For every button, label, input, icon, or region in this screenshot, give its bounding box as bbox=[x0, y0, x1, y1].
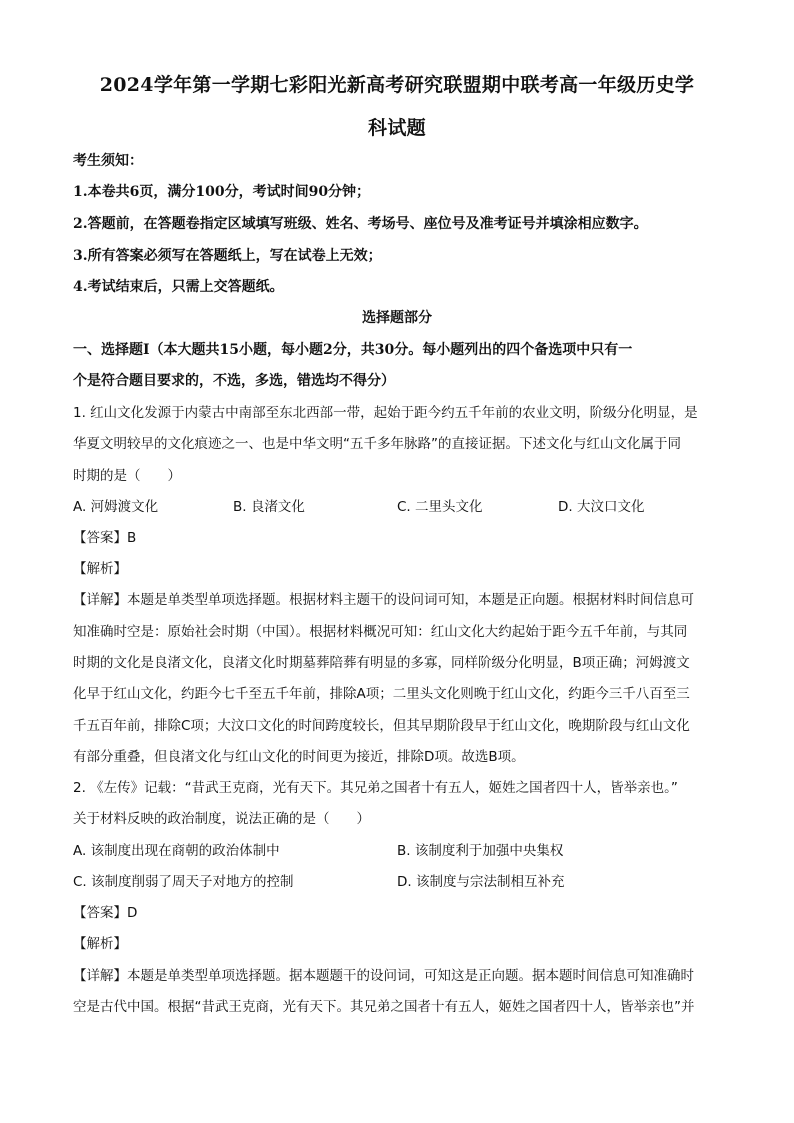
notice-item-1: 1.本卷共6页，满分100分，考试时间90分钟； bbox=[73, 184, 371, 200]
notice-item-2: 2.答题前，在答题卷指定区域填写班级、姓名、考场号、座位号及准考证号并填涂相应数字。 bbox=[73, 216, 648, 232]
q1-option-b: B. 良渚文化 bbox=[233, 499, 305, 515]
notice-item-4: 4.考试结束后，只需上交答题纸。 bbox=[73, 279, 284, 295]
q2-option-a: A. 该制度出现在商朝的政治体制中 bbox=[73, 843, 280, 859]
q2-option-b: B. 该制度利于加强中央集权 bbox=[397, 843, 564, 859]
q1-detail-line-1: 【详解】本题是单类型单项选择题。根据材料主题干的设问词可知，本题是正向题。根据材料时间信息可 bbox=[73, 592, 694, 608]
q1-stem-line-3: 时期的是（ ） bbox=[73, 468, 181, 484]
q1-detail-line-5: 千五百年前，排除C项；大汶口文化的时间跨度较长，但其早期阶段早于红山文化，晚期阶段与红山文化 bbox=[73, 718, 690, 734]
notice-heading: 考生须知： bbox=[73, 153, 143, 169]
q2-stem-line-1: 2. 《左传》记载：“昔武王克商，光有天下。其兄弟之国者十有五人，姬姓之国者四十人，皆举亲也。” bbox=[73, 780, 678, 796]
q2-answer: 【答案】D bbox=[73, 905, 138, 921]
notice-item-3: 3.所有答案必须写在答题纸上，写在试卷上无效； bbox=[73, 248, 382, 264]
q1-option-a: A. 河姆渡文化 bbox=[73, 499, 159, 515]
q1-stem-line-1: 1. 红山文化发源于内蒙古中南部至东北西部一带，起始于距今约五千年前的农业文明，阶级分化明显，是 bbox=[73, 405, 698, 421]
q1-analysis-label: 【解析】 bbox=[73, 561, 127, 577]
q2-option-d: D. 该制度与宗法制相互补充 bbox=[397, 874, 565, 890]
q1-option-d: D. 大汶口文化 bbox=[558, 499, 645, 515]
q2-analysis-label: 【解析】 bbox=[73, 936, 127, 952]
q2-detail-line-1: 【详解】本题是单类型单项选择题。据本题题干的设问词，可知这是正向题。据本题时间信息可知准确时 bbox=[73, 968, 694, 984]
q1-detail-line-4: 化早于红山文化，约距今七千至五千年前，排除A项；二里头文化则晚于红山文化，约距今三千八百至三 bbox=[73, 686, 690, 702]
q2-stem-line-2: 关于材料反映的政治制度，说法正确的是（ ） bbox=[73, 811, 370, 827]
q2-option-c: C. 该制度削弱了周天子对地方的控制 bbox=[73, 874, 294, 890]
q2-detail-line-2: 空是古代中国。根据“昔武王克商，光有天下。其兄弟之国者十有五人，姬姓之国者四十人，皆举亲也”并 bbox=[73, 999, 695, 1015]
page-title-line-1: 2024学年第一学期七彩阳光新高考研究联盟期中联考高一年级历史学 bbox=[99, 74, 695, 96]
page-title-line-2: 科试题 bbox=[368, 117, 426, 139]
q1-detail-line-6: 有部分重叠，但良渚文化与红山文化的时间更为接近，排除D项。故选B项。 bbox=[73, 749, 525, 765]
q1-answer: 【答案】B bbox=[73, 530, 137, 546]
section-title: 选择题部分 bbox=[362, 310, 432, 326]
q1-detail-line-3: 时期的文化是良渚文化，良渚文化时期墓葬陪葬有明显的多寡，同样阶级分化明显，B项正确；河姆渡文 bbox=[73, 655, 690, 671]
part-heading-line-1: 一、选择题Ⅰ（本大题共15小题，每小题2分，共30分。每小题列出的四个备选项中只有一 bbox=[73, 342, 633, 358]
q1-stem-line-2: 华夏文明较早的文化痕迹之一、也是中华文明“五千多年脉路”的直接证据。下述文化与红山文化属于同 bbox=[73, 436, 681, 452]
part-heading-line-2: 个是符合题目要求的，不选，多选，错选均不得分） bbox=[73, 373, 395, 389]
q1-detail-line-2: 知准确时空是：原始社会时期（中国）。根据材料概况可知：红山文化大约起始于距今五千年前，与其同 bbox=[73, 624, 688, 640]
q1-option-c: C. 二里头文化 bbox=[397, 499, 483, 515]
